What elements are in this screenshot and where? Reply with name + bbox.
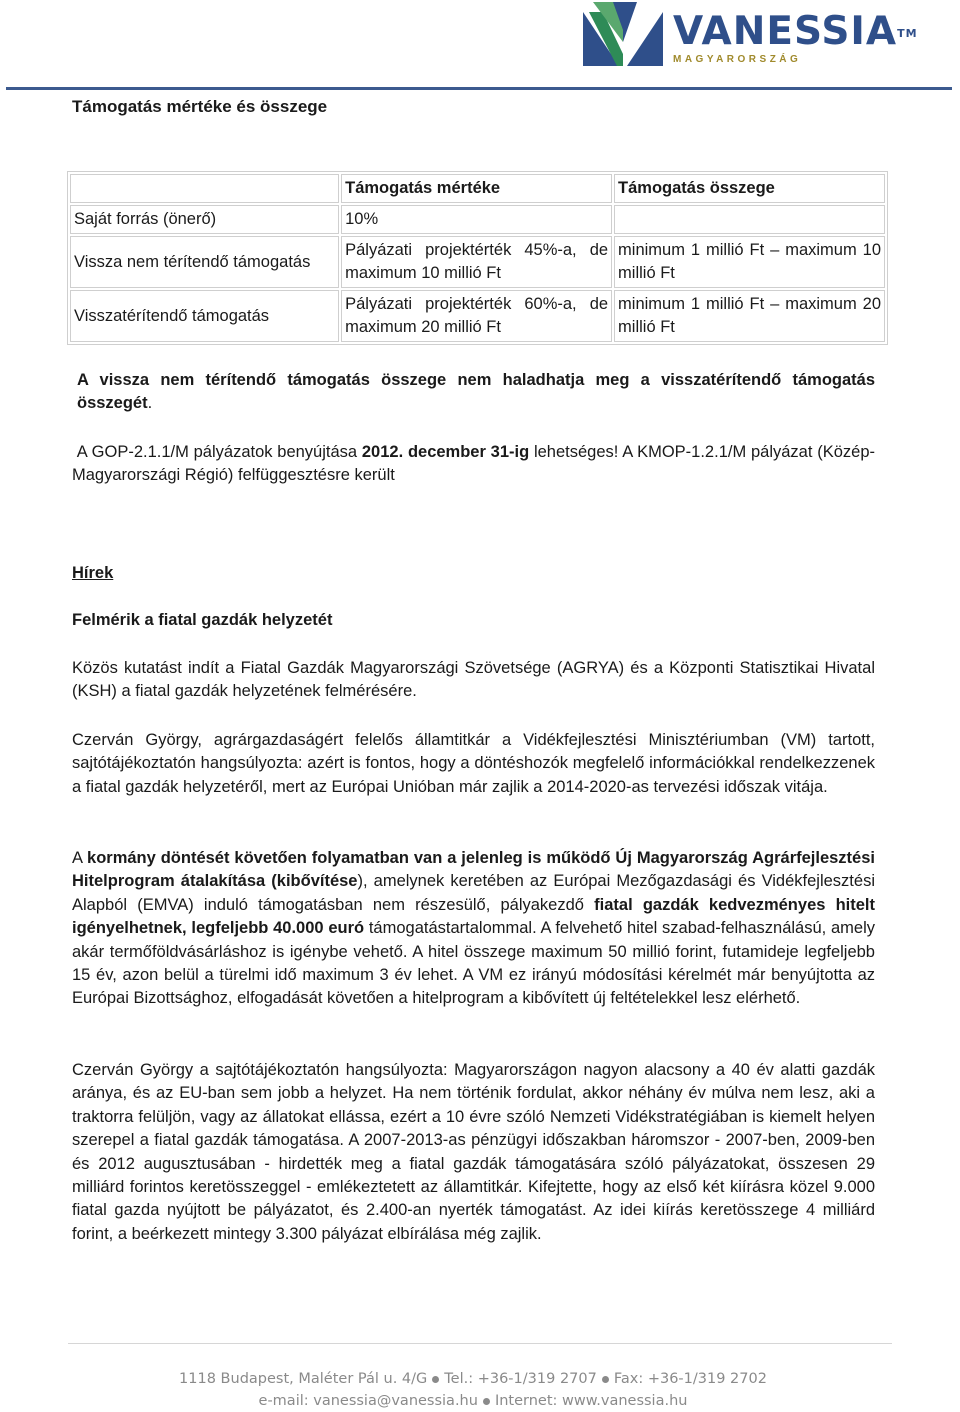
footer-email[interactable]: e-mail: vanessia@vanessia.hu — [258, 1393, 478, 1409]
vanessia-logo — [583, 2, 918, 70]
article-paragraph: Közös kutatást indít a Fiatal Gazdák Magyarországi Szövetsége (AGRYA) és a Központi Statisztikai Hivatal (KSH) a fiatal gazdák helyzetének felmérésére. — [72, 659, 875, 701]
table-cell: minimum 1 millió Ft – maximum 20 millió Ft — [614, 290, 885, 342]
footer-website[interactable]: Internet: www.vanessia.hu — [494, 1393, 688, 1409]
table-cell — [614, 205, 885, 234]
note-deadline — [72, 441, 875, 488]
table-cell: minimum 1 millió Ft – maximum 10 millió Ft — [614, 236, 885, 288]
para-text: ), amelynek keretében az Európai Mezőgazdasági és Vidékfejlesztési Alapból (EMVA) induló támogatásban nem részesülő, pályakezdő — [72, 872, 875, 914]
logo-name: VANESSIA — [673, 9, 898, 54]
footer-address: 1118 Budapest, Maléter Pál u. 4/G — [179, 1371, 428, 1387]
logo-mark-icon — [583, 2, 663, 66]
article-paragraph — [72, 847, 875, 1011]
footer-tel: Tel.: +36-1/319 2707 — [444, 1371, 597, 1387]
table-row — [70, 205, 885, 234]
support-table — [67, 171, 888, 345]
article-title: Felmérik a fiatal gazdák helyzetét — [72, 611, 333, 629]
article-paragraph: Czerván György, agrárgazdaságért felelős államtitkár a Vidékfejlesztési Minisztériumban (VM) tartott, sajtótájékoztatón hangsúlyozta: azért is fontos, hogy a döntéshozók megfelelő információkkal rendelkezzenek a fiatal gazdák helyzetéről, mert az Európai Unióban már zajlik a 2014-2020-as tervezési időszak vitája. — [72, 731, 875, 796]
footer-contact-line — [0, 1371, 946, 1387]
note-text: lehetséges! A KMOP-1.2.1/M pályázat (Közép-Magyarországi Régió) felfüggesztésre került — [72, 443, 875, 485]
para-text: A — [72, 849, 88, 867]
table-header-cell — [70, 174, 339, 203]
footer-web-line — [0, 1393, 946, 1409]
note-deadline-date: 2012. december 31-ig — [361, 443, 530, 461]
news-heading: Hírek — [72, 564, 114, 582]
table-row — [70, 290, 885, 342]
logo-subtitle: MAGYARORSZÁG — [673, 54, 802, 65]
article-paragraph: Czerván György a sajtótájékoztatón hangsúlyozta: Magyarországon nagyon alacsony a 40 év alatti gazdák aránya, és az EU-ban sem jobb a helyzet. Ha nem történik fordulat, akkor néhány év múlva nem lesz, aki a traktorra felüljön, vagy az állatokat ellássa, ezért a 10 évre szóló Nemzeti Vidékstratégiában is kiemelt helyen szerepel a fiatal gazdák támogatása. A 2007-2013-as pénzügyi időszakban háromszor - 2007-ben, 2009-ben és 2012 augusztusában - hirdették meg a fiatal gazdák támogatására szóló pályázatokat, összesen 29 milliárd forintos keretösszeggel - emlékeztetett az államtitkár. Kifejtette, hogy az első két kiírásra közel 9.000 fiatal gazda nyújtott be pályázatot, és 2.400-an nyerték támogatást. Az idei kiírás keretösszege 4 milliárd forint, a beérkezett mintegy 3.300 pályázat elbírálása még zajlik. — [72, 1061, 875, 1243]
table-header-cell: Támogatás mértéke — [341, 174, 612, 203]
logo-wordmark — [673, 9, 918, 54]
section-title: Támogatás mértéke és összege — [72, 97, 328, 116]
para-bold-text: kormány döntését követően folyamatban van a jelenleg is működő Új Magyarország Agrárfejlesztési Hitelprogram átalakítása (kibővítése — [72, 849, 875, 891]
logo-tm: TM — [897, 27, 918, 40]
table-cell: 10% — [341, 205, 612, 234]
footer-fax: Fax: +36-1/319 2702 — [613, 1371, 767, 1387]
table-cell: Pályázati projektérték 60%-a, de maximum 20 millió Ft — [341, 290, 612, 342]
table-cell: Visszatérítendő támogatás — [70, 290, 339, 342]
header-rule — [6, 87, 952, 90]
bullet-icon — [602, 1376, 609, 1383]
table-row — [70, 236, 885, 288]
note-text: A GOP-2.1.1/M pályázatok benyújtása — [76, 443, 362, 461]
note-bold-text: A vissza nem térítendő támogatás összege nem haladhatja meg a visszatérítendő támogatás összegét — [77, 371, 875, 413]
bullet-icon — [432, 1376, 439, 1383]
bullet-icon — [483, 1398, 490, 1405]
footer-rule — [68, 1343, 892, 1344]
table-header-row — [70, 174, 885, 203]
para-text: támogatástartalommal. A felvehető hitel szabad-felhasználású, amely akár termőföldvásárláshoz is igénybe vehető. A hitel összege maximum 50 millió forint, futamideje legfeljebb 15 év, azon belül a türelmi idő maximum 3 év lehet. A VM ez irányú módosítási kérelmét már benyújtotta az Európai Bizottsághoz, elfogadását követően a hitelprogram a kibővített új feltételekkel lesz elérhető. — [72, 919, 875, 1008]
table-cell: Vissza nem térítendő támogatás — [70, 236, 339, 288]
table-cell: Saját forrás (önerő) — [70, 205, 339, 234]
table-cell: Pályázati projektérték 45%-a, de maximum 10 millió Ft — [341, 236, 612, 288]
note-max-amount — [77, 369, 875, 416]
para-bold-text: fiatal gazdák kedvezményes hitelt igényelhetnek, legfeljebb 40.000 euró — [72, 895, 875, 938]
note-end: . — [147, 394, 153, 413]
table-header-cell: Támogatás összege — [614, 174, 885, 203]
